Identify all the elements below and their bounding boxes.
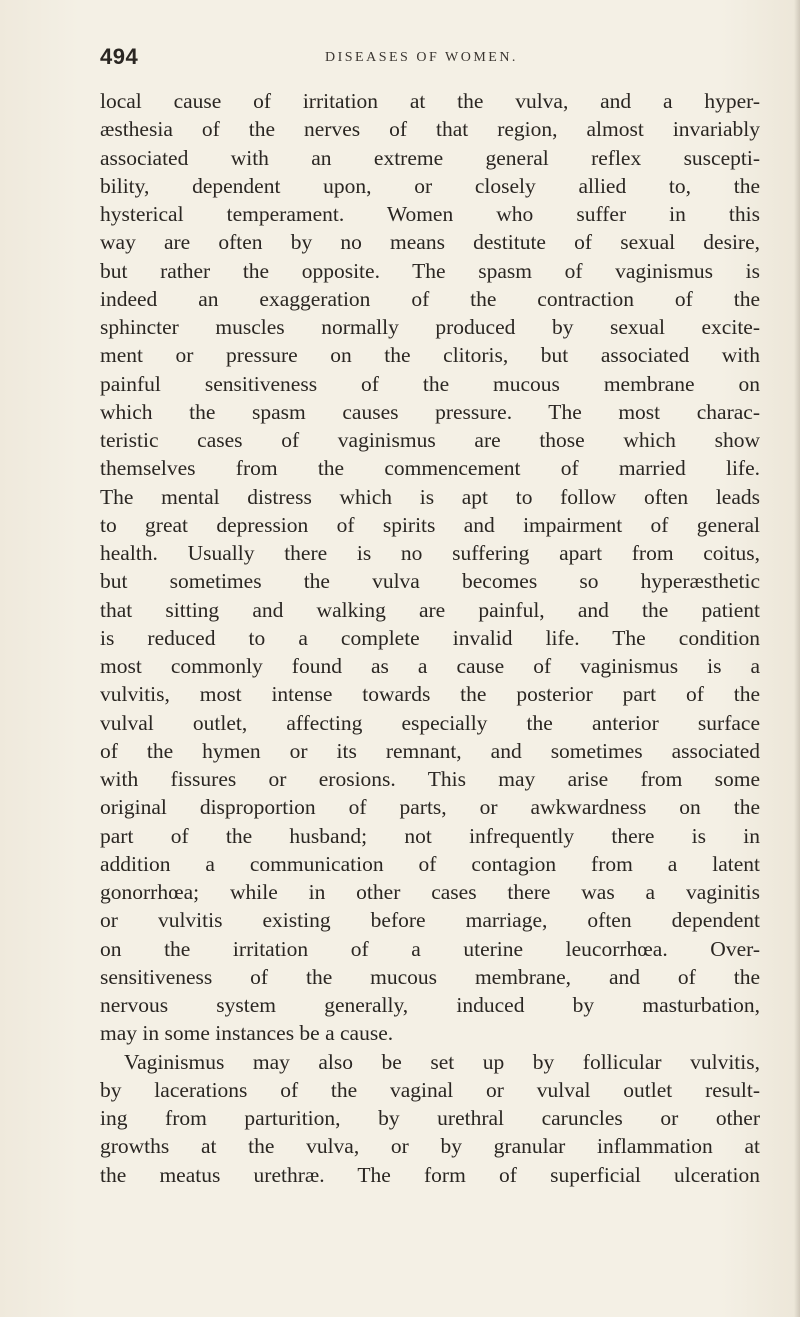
text-line: painful sensitiveness of the mucous membrane on	[100, 371, 760, 396]
page-header	[100, 44, 760, 74]
text-line: vulval outlet, affecting especially the anterior surface	[100, 710, 760, 735]
text-line: nervous system generally, induced by masturbation,	[100, 993, 760, 1017]
text-line: teristic cases of vaginismus are those which show	[100, 428, 760, 452]
text-line: The mental distress which is apt to follow often leads	[100, 484, 760, 509]
paragraph-start-line: Vaginismus may also be set up by follicular vulvitis,	[124, 1049, 760, 1074]
text-line: with fissures or erosions. This may arise from some	[100, 767, 760, 791]
text-line: sensitiveness of the mucous membrane, and of the	[100, 964, 760, 989]
text-line: to great depression of spirits and impairment of general	[100, 512, 760, 537]
text-line: most commonly found as a cause of vaginismus is a	[100, 654, 760, 678]
page-edge-shadow	[794, 0, 800, 1317]
text-line: growths at the vulva, or by granular inflammation at	[100, 1134, 760, 1159]
text-line: way are often by no means destitute of sexual desire,	[100, 230, 760, 255]
text-line: on the irritation of a uterine leucorrhœa. Over-	[100, 936, 760, 961]
text-line: addition a communication of contagion from a latent	[100, 851, 760, 876]
text-line: associated with an extreme general reflex suscepti-	[100, 145, 760, 170]
text-line: the meatus urethræ. The form of superficial ulceration	[100, 1162, 760, 1187]
text-line: themselves from the commencement of married life.	[100, 456, 760, 481]
text-line: hysterical temperament. Women who suffer in this	[100, 202, 760, 226]
text-line: but sometimes the vulva becomes so hyperæsthetic	[100, 569, 760, 594]
text-line: is reduced to a complete invalid life. The condition	[100, 625, 760, 650]
text-line: by lacerations of the vaginal or vulval outlet result-	[100, 1077, 760, 1102]
text-line: sphincter muscles normally produced by sexual excite-	[100, 315, 760, 339]
text-line: that sitting and walking are painful, and the patient	[100, 597, 760, 622]
text-line: ing from parturition, by urethral caruncles or other	[100, 1106, 760, 1130]
text-line: of the hymen or its remnant, and sometimes associated	[100, 738, 760, 763]
paragraph-end-line: may in some instances be a cause.	[100, 1021, 394, 1046]
text-line: but rather the opposite. The spasm of vaginismus is	[100, 258, 760, 283]
text-line: original disproportion of parts, or awkwardness on the	[100, 795, 760, 820]
body-text	[100, 87, 760, 1189]
text-line: vulvitis, most intense towards the posterior part of the	[100, 682, 760, 707]
text-line: local cause of irritation at the vulva, and a hyper-	[100, 89, 760, 113]
text-line: gonorrhœa; while in other cases there was a vaginitis	[100, 880, 760, 904]
running-head: DISEASES OF WOMEN.	[325, 50, 518, 65]
text-line: which the spasm causes pressure. The most charac-	[100, 399, 760, 424]
text-line: ment or pressure on the clitoris, but associated with	[100, 343, 760, 368]
text-line: part of the husband; not infrequently there is in	[100, 823, 760, 848]
text-line: bility, dependent upon, or closely allied to, the	[100, 173, 760, 198]
text-line: health. Usually there is no suffering apart from coitus,	[100, 541, 760, 565]
page-number: 494	[100, 44, 139, 69]
text-line: æsthesia of the nerves of that region, almost invariably	[100, 117, 760, 142]
text-line: indeed an exaggeration of the contraction of the	[100, 286, 760, 311]
text-line: or vulvitis existing before marriage, often dependent	[100, 908, 760, 933]
